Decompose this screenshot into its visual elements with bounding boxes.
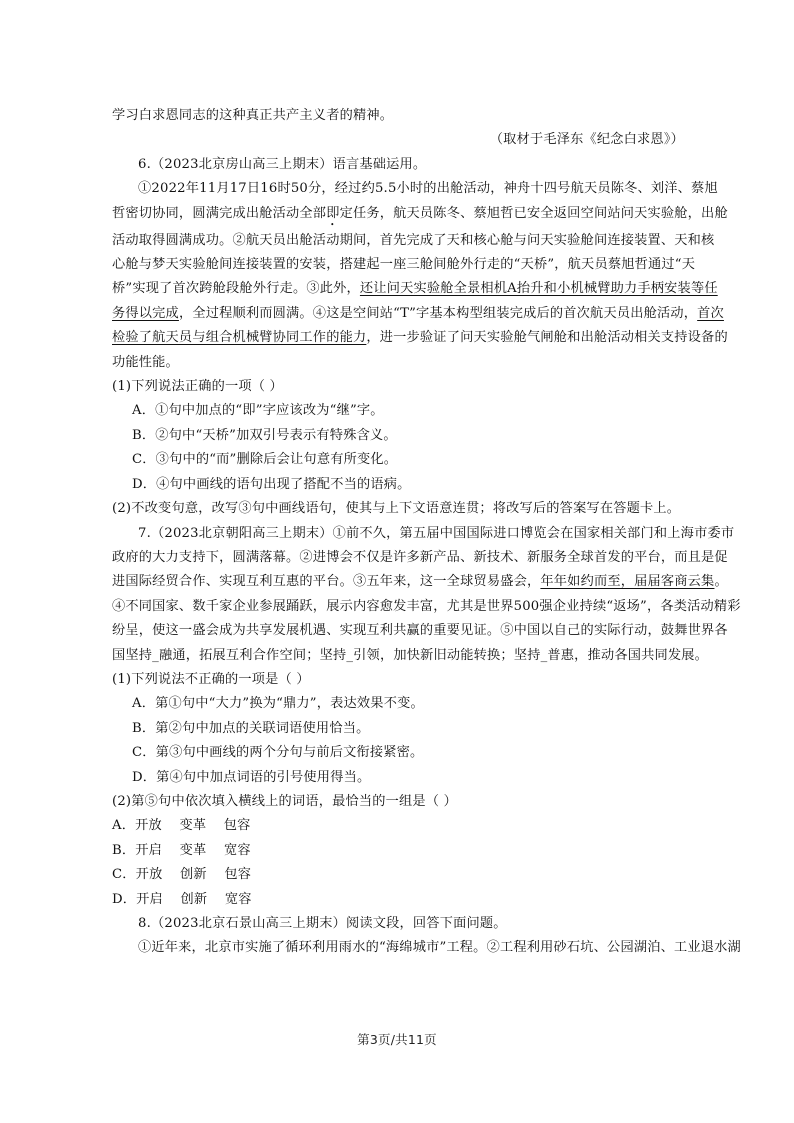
- q6-sub-question-1: (1)下列说法正确的一项（ ）: [112, 379, 283, 395]
- text: 进国际经贸合作、实现互利互惠的平台。③五年来，这一全球贸易盛会，: [112, 574, 541, 590]
- q6-para-line: [112, 202, 728, 229]
- page-number: 第3页/共11页: [357, 1032, 437, 1047]
- q6-option-c: C．③句中的“而”删除后会让句意有所变化。: [132, 452, 398, 468]
- q7-option-b: B．第②句中加点的关联词语使用恰当。: [132, 720, 370, 736]
- q7-option-a: A．第①句中“大力”换为“鼎力”，表达效果不变。: [132, 696, 424, 712]
- q7-para-line: ④不同国家、数千家企业参展踊跃，展示内容愈发丰富，尤其是世界500强企业持续“返场”，各类活动精彩: [112, 598, 741, 614]
- q7-choice-d: D．开启 创新 宽容: [112, 891, 252, 907]
- q6-header: 6.（2023北京房山高三上期末）语言基础运用。: [138, 156, 427, 172]
- q7-sub-question-2: (2)第⑤句中依次填入横线上的词语，最恰当的一组是（ ）: [112, 793, 457, 809]
- q6-option-b: B．②句中“天桥”加双引号表示有特殊含义。: [132, 427, 397, 443]
- q6-para-line: 功能性能。: [112, 354, 179, 370]
- q7-option-d: D．第④句中加点词语的引号使用得当。: [132, 769, 371, 785]
- q7-para-line: [112, 570, 728, 594]
- q6-para-line: [112, 326, 728, 350]
- source-citation: （取材于毛泽东《纪念白求恩》）: [489, 132, 684, 148]
- text: 定任务，航天员陈冬、蔡旭哲已安全返回空间站问天实验舱，出舱: [339, 205, 728, 221]
- text: ，全过程顺利而圆满。④这是空间站“T”字基本构型组装完成后的首次航天员出舱活动，: [178, 305, 698, 321]
- underlined-sentence: 年年如约而至，届届客商云集: [540, 574, 715, 590]
- q8-para-line: ①近年来，北京市实施了循环利用雨水的“海绵城市”工程。②工程利用砂石坑、公园湖泊、工业退水湖: [138, 940, 741, 956]
- q7-para-line: 纷呈，使这一盛会成为共享发展机遇、实现互利共赢的重要见证。⑤中国以自己的实际行动，鼓舞世界各: [112, 623, 728, 639]
- q7-para-line: 国坚持_融通，拓展互利合作空间；坚持_引领，加快新旧动能转换；坚持_普惠，推动各国共同发展。: [112, 647, 709, 663]
- q7-para-line: 政府的大力支持下，圆满落幕。②进博会不仅是许多新产品、新技术、新服务全球首发的平台，而且是促: [112, 549, 728, 565]
- underlined-sentence: 首次: [697, 305, 724, 321]
- underlined-sentence: 还让问天实验舱全景相机A抬升和小机械臂助力手柄安装等任: [359, 281, 718, 297]
- q7-choice-b: B．开启 变革 宽容: [112, 842, 251, 858]
- intro-line: 学习白求恩同志的这种真正共产主义者的精神。: [112, 108, 394, 123]
- q6-para-line: 心舱与梦天实验舱间连接装置的安装，搭建起一座三舱间舱外行走的“天桥”，航天员蔡旭哲通过“天: [112, 257, 696, 273]
- underlined-sentence: 务得以完成: [112, 305, 179, 321]
- q7-choice-a: A．开放 变革 包容: [112, 818, 251, 834]
- q6-option-a: A．①句中加点的“即”字应该改为“继”字。: [132, 403, 384, 419]
- text: ，进一步验证了问天实验舱气闸舱和出舱活动相关支持设备的: [366, 330, 728, 346]
- q8-header: 8.（2023北京石景山高三上期末）阅读文段，回答下面问题。: [138, 916, 507, 931]
- q7-option-c: C．第③句中画线的两个分句与前后文衔接紧密。: [132, 745, 424, 761]
- q7-choice-c: C．开放 创新 包容: [112, 867, 252, 883]
- q7-para-line: 7.（2023北京朝阳高三上期末）①前不久，第五届中国国际进口博览会在国家相关部门和上海市委市: [138, 525, 735, 541]
- underlined-sentence: 检验了航天员与组合机械臂协同工作的能力: [112, 330, 367, 346]
- page-content: [112, 104, 741, 961]
- q6-para-line: 活动取得圆满成功。②航天员出舱活动期间，首先完成了天和核心舱与问天实验舱间连接装置、天和核: [112, 232, 715, 248]
- text: 桥”实现了首次跨舱段舱外行走。③此外，: [112, 281, 360, 297]
- q6-option-d: D．④句中画线的语句出现了搭配不当的语病。: [132, 476, 411, 492]
- q6-para-line: ①2022年11月17日16时50分，经过约5.5小时的出舱活动，神舟十四号航天员陈冬、刘洋、蔡旭: [138, 181, 718, 197]
- dotted-char: 即: [326, 205, 340, 221]
- text: 哲密切协同，圆满完成出舱活动全部: [112, 205, 327, 221]
- q6-sub-question-2: (2)不改变句意，改写③句中画线语句，使其与上下文语意连贯；将改写后的答案写在答题卡上。: [112, 501, 681, 517]
- text: 。: [714, 574, 728, 590]
- q7-sub-question-1: (1)下列说法不正确的一项是（ ）: [112, 671, 310, 687]
- q6-para-line: [112, 302, 724, 326]
- q6-para-line: [112, 277, 718, 301]
